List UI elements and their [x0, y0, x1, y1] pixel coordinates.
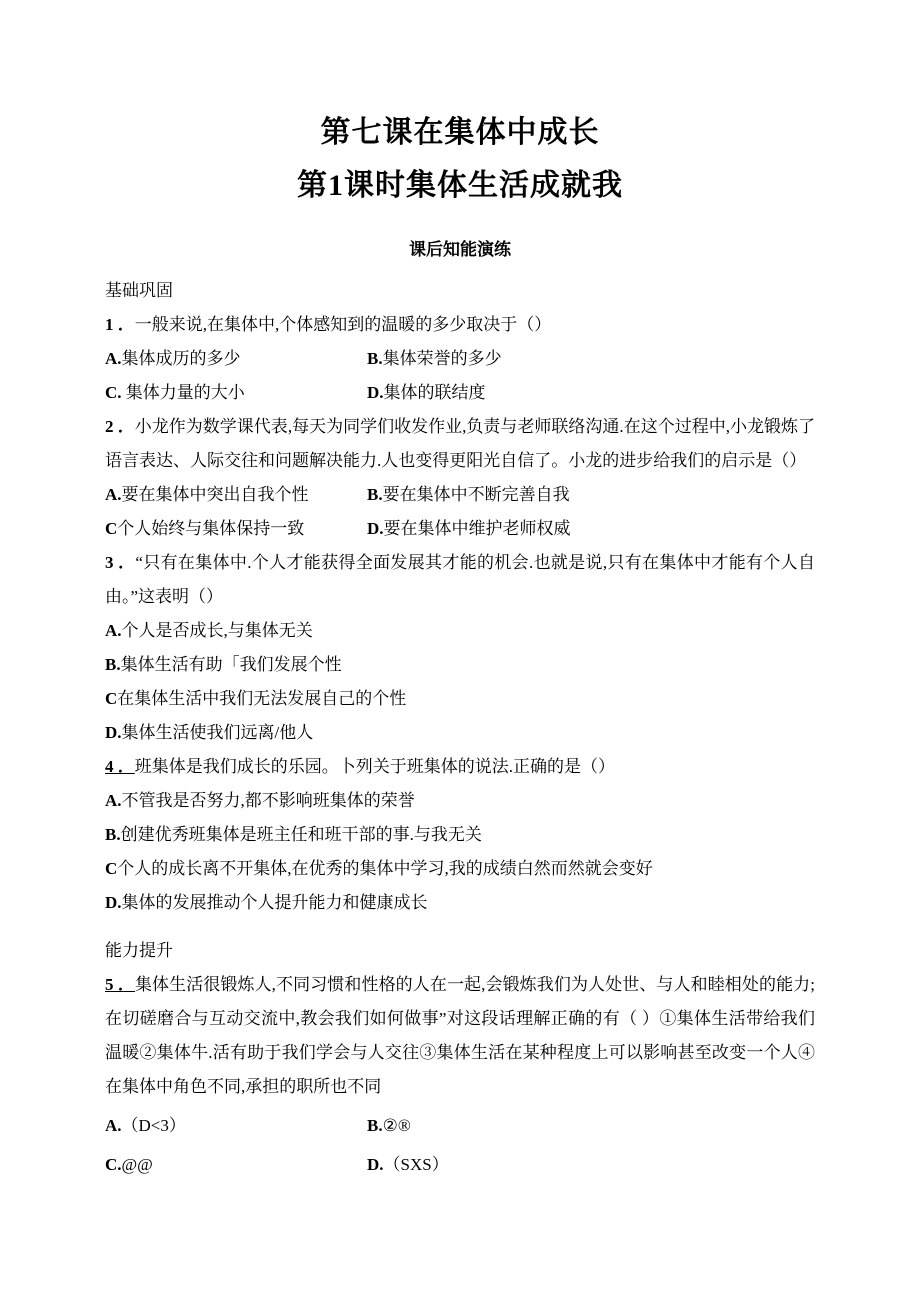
q3-option-c-text: 在集体生活中我们无法发展自己的个性 — [117, 689, 407, 708]
q3-option-d — [105, 716, 815, 750]
q4-option-b — [105, 818, 815, 852]
q4-option-b-label: B. — [105, 825, 121, 844]
q3-option-a-label: A. — [105, 621, 122, 640]
q4-option-c-text: 个人的成长离不开集体,在优秀的集体中学习,我的成绩白然而然就会变好 — [117, 859, 653, 878]
q1-option-a-text: 集体成历的多少 — [121, 349, 241, 368]
q3-option-c-label: C — [105, 689, 118, 708]
q5-option-c — [105, 1148, 367, 1182]
doc-title-line2: 第1课时集体生活成就我 — [297, 169, 623, 202]
q2-option-d-label: D. — [367, 519, 384, 538]
q2-options-row-cd — [105, 512, 815, 546]
q5-option-c-text: @@ — [121, 1155, 153, 1174]
q5-option-d-text: （SXS） — [383, 1155, 449, 1174]
q3-option-d-text: 集体生活使我们远离/他人 — [121, 723, 314, 742]
q4-option-a-label: A. — [105, 791, 122, 810]
q5-option-d-label: D. — [367, 1155, 384, 1174]
q2-option-c-text: 个人始终与集体保持一致 — [117, 519, 305, 538]
q4-option-a-text: 不管我是否努力,都不影响班集体的荣誉 — [121, 791, 415, 810]
q2-option-b-label: B. — [367, 485, 383, 504]
q3-stem — [105, 546, 815, 614]
q1-number: 1 ． — [105, 315, 135, 334]
q1-option-b-text: 集体荣誉的多少 — [382, 349, 502, 368]
q1-option-d-label: D. — [367, 383, 384, 402]
q5-options-row-ab — [105, 1109, 815, 1143]
q3-stem-text: “只有在集体中.个人才能获得全面发展其才能的机会.也就是说,只有在集体中才能有个人自由。”这表明（） — [105, 553, 816, 606]
q3-option-b-text: 集体生活有助「我们发展个性 — [120, 655, 342, 674]
q3-option-b — [105, 648, 815, 682]
q4-stem-text: 班集体是我们成长的乐园。卜列关于班集体的说法.正确的是（） — [134, 757, 615, 776]
q4-stem — [105, 750, 815, 784]
q1-option-c-label: C. — [105, 383, 122, 402]
q1-options-row-cd — [105, 376, 815, 410]
q4-option-d — [105, 886, 815, 920]
q4-option-c-label: C — [105, 859, 118, 878]
q3-option-b-label: B. — [105, 655, 121, 674]
q3-option-c — [105, 682, 815, 716]
q5-option-a — [105, 1109, 367, 1143]
q4-option-d-label: D. — [105, 893, 122, 912]
q1-option-a — [105, 342, 367, 376]
q4-option-b-text: 创建优秀班集体是班主任和班干部的事.与我无关 — [120, 825, 482, 844]
q2-stem — [105, 410, 815, 478]
q5-options-row-cd — [105, 1148, 815, 1182]
q5-option-a-text: （D<3） — [121, 1116, 186, 1135]
q1-option-b — [367, 349, 502, 368]
q2-option-a-label: A. — [105, 485, 122, 504]
q1-option-c — [105, 376, 367, 410]
q5-stem-text: 集体生活很锻炼人,不同习惯和性格的人在一起,会锻炼我们为人处世、与人和睦相处的能力;在切磋磨合与互动交流中,教会我们如何做事”对这段话理解正确的有（ ）①集体生活带给我们温暖②集体牛.活有助于我们学会与人交往③集体生活在某种程度上可以影响甚至改变一个人④在集体中角色不同,承担的职所也不同 — [105, 975, 815, 1096]
q3-number: 3 ． — [105, 553, 136, 572]
q1-option-d — [367, 383, 486, 402]
q5-option-b — [367, 1116, 411, 1135]
section-advanced-label: 能力提升 — [105, 941, 173, 960]
q3-option-d-label: D. — [105, 723, 122, 742]
q1-option-b-label: B. — [367, 349, 383, 368]
q5-option-d — [367, 1155, 449, 1174]
q1-stem — [105, 308, 815, 342]
q4-option-c — [105, 852, 815, 886]
q1-stem-text: 一般来说,在集体中,个体感知到的温暖的多少取决于（） — [134, 315, 552, 334]
doc-subtitle: 课后知能演练 — [409, 240, 511, 259]
q4-option-a — [105, 784, 815, 818]
q3-option-a-text: 个人是否成长,与集体无关 — [121, 621, 313, 640]
q1-options-row-ab — [105, 342, 815, 376]
q2-option-d — [367, 519, 571, 538]
q2-option-c — [105, 512, 367, 546]
section-basic-label: 基础巩固 — [105, 281, 173, 300]
q5-option-c-label: C. — [105, 1155, 122, 1174]
q2-options-row-ab — [105, 478, 815, 512]
q1-option-a-label: A. — [105, 349, 122, 368]
q2-option-a — [105, 478, 367, 512]
q2-option-b-text: 要在集体中不断完善自我 — [382, 485, 570, 504]
q2-option-d-text: 要在集体中维护老师权威 — [383, 519, 571, 538]
q3-option-a — [105, 614, 815, 648]
q2-number: 2 ． — [105, 417, 135, 436]
q5-stem — [105, 968, 815, 1104]
q5-option-b-label: B. — [367, 1116, 383, 1135]
q1-option-c-text: 集体力量的大小 — [121, 383, 245, 402]
q4-option-d-text: 集体的发展推动个人提升能力和健康成长 — [121, 893, 428, 912]
q4-number: 4 ． — [105, 757, 135, 776]
doc-title-line1: 第七课在集体中成长 — [320, 116, 600, 149]
q2-stem-text: 小龙作为数学课代表,每天为同学们收发作业,负责与老师联络沟通.在这个过程中,小龙锻炼了语言表达、人际交往和问题解决能力.人也变得更阳光自信了。小龙的进步给我们的启示是（） — [105, 417, 816, 470]
q5-number: 5 ． — [105, 975, 135, 994]
q5-option-b-text: ②® — [382, 1116, 411, 1135]
q2-option-b — [367, 485, 570, 504]
q5-option-a-label: A. — [105, 1116, 122, 1135]
q1-option-d-text: 集体的联结度 — [383, 383, 486, 402]
q2-option-a-text: 要在集体中突出自我个性 — [121, 485, 309, 504]
q2-option-c-label: C — [105, 519, 118, 538]
